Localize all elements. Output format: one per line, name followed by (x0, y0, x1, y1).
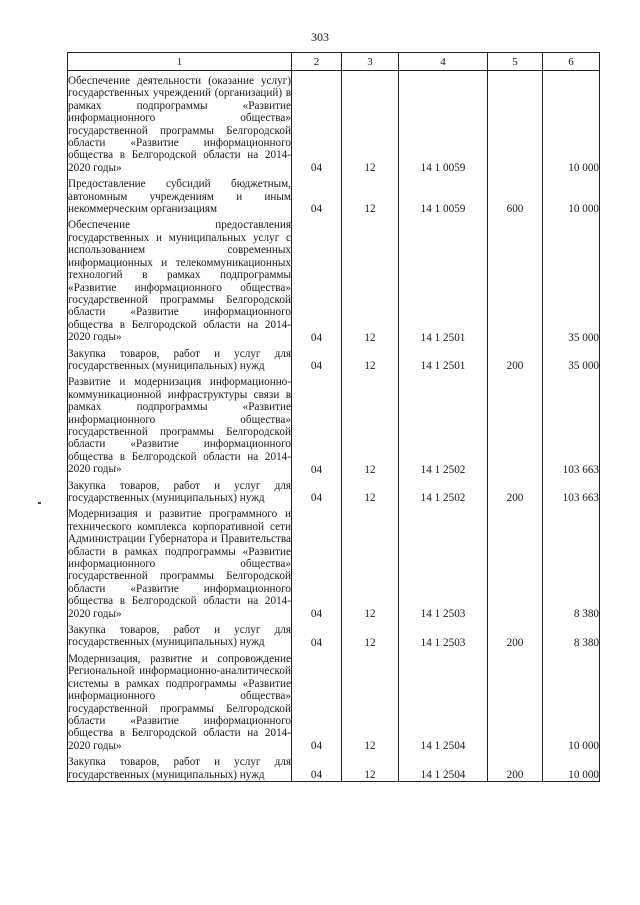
row-expense-type (488, 508, 543, 620)
table-header (68, 53, 600, 71)
row-section: 04 (292, 348, 342, 373)
row-subsection: 12 (342, 75, 399, 174)
table-row (68, 178, 600, 215)
row-section: 04 (292, 376, 342, 475)
row-section: 04 (292, 624, 342, 649)
table-row (68, 376, 600, 475)
header-row (68, 53, 600, 71)
header-col-5: 5 (488, 53, 543, 71)
row-subsection: 12 (342, 756, 399, 781)
row-section: 04 (292, 219, 342, 343)
page-number: 303 (311, 30, 329, 44)
row-subsection: 12 (342, 376, 399, 475)
header-col-1: 1 (68, 53, 292, 71)
row-target-article: 14 1 2504 (399, 756, 488, 781)
row-expense-type (488, 219, 543, 343)
row-subsection: 12 (342, 653, 399, 752)
header-col-4: 4 (399, 53, 488, 71)
table-row (68, 624, 600, 649)
row-section: 04 (292, 75, 342, 174)
row-description: Закупка товаров, работ и услуг для государственных (муниципальных) нужд (68, 347, 291, 372)
row-subsection: 12 (342, 480, 399, 505)
header-col-3: 3 (342, 53, 399, 71)
header-col-6: 6 (543, 53, 600, 71)
row-section: 04 (292, 653, 342, 752)
row-description: Предоставление субсидий бюджетным, автономным учреждениям и иным некоммерческим организациям (68, 178, 291, 216)
row-expense-type: 200 (488, 480, 543, 505)
table-row (68, 508, 600, 620)
row-amount: 10 000 (543, 756, 600, 781)
row-expense-type (488, 653, 543, 752)
row-description: Закупка товаров, работ и услуг для государственных (муниципальных) нужд (68, 479, 291, 504)
row-target-article: 14 1 2503 (399, 624, 488, 649)
row-section: 04 (292, 178, 342, 215)
row-target-article: 14 1 2502 (399, 480, 488, 505)
row-amount: 35 000 (543, 219, 600, 343)
table-row (68, 219, 600, 343)
row-section: 04 (292, 480, 342, 505)
table-row (68, 480, 600, 505)
row-subsection: 12 (342, 624, 399, 649)
row-amount: 8 380 (543, 508, 600, 620)
row-description: Обеспечение предоставления государственных и муниципальных услуг с использованием современных информационных и телекоммуникационных технологий в рамках подпрограммы «Развитие информационного общества» государственной программы Белгородской области «Развитие информационного общества в Белгородской области на 2014-2020 годы» (68, 219, 291, 344)
row-section: 04 (292, 756, 342, 781)
row-target-article: 14 1 2503 (399, 508, 488, 620)
row-expense-type (488, 75, 543, 174)
row-expense-type: 600 (488, 178, 543, 215)
row-amount: 10 000 (543, 75, 600, 174)
row-target-article: 14 1 0059 (399, 178, 488, 215)
table-row (68, 75, 600, 174)
header-col-2: 2 (292, 53, 342, 71)
row-target-article: 14 1 2504 (399, 653, 488, 752)
row-description: Обеспечение деятельности (оказание услуг) государственных учреждений (организаций) в рамках подпрограммы «Развитие информационного общества» государственной программы Белгородской области «Развитие информационного общества в Белгородской области на 2014-2020 годы» (68, 75, 291, 174)
row-amount: 10 000 (543, 653, 600, 752)
row-amount: 8 380 (543, 624, 600, 649)
row-expense-type: 200 (488, 348, 543, 373)
row-amount: 103 663 (543, 376, 600, 475)
row-description: Модернизация, развитие и сопровождение Региональной информационно-аналитической системы в рамках подпрограммы «Развитие информационного общества» государственной программы Белгородской области «Развитие информационного общества в Белгородской области на 2014-2020 годы» (68, 652, 291, 752)
table-body (68, 71, 600, 782)
row-target-article: 14 1 2501 (399, 219, 488, 343)
row-section: 04 (292, 508, 342, 620)
row-expense-type: 200 (488, 624, 543, 649)
row-expense-type (488, 376, 543, 475)
row-target-article: 14 1 0059 (399, 75, 488, 174)
row-description: Развитие и модернизация информационно-коммуникационной инфраструктуры связи в рамках подпрограммы «Развитие информационного общества» государственной программы Белгородской области «Развитие информационного общества в Белгородской области на 2014-2020 годы» (68, 376, 291, 476)
row-amount: 35 000 (543, 348, 600, 373)
row-target-article: 14 1 2502 (399, 376, 488, 475)
table-row (68, 348, 600, 373)
row-subsection: 12 (342, 348, 399, 373)
row-subsection: 12 (342, 508, 399, 620)
row-description: Закупка товаров, работ и услуг для государственных (муниципальных) нужд (68, 624, 291, 649)
row-expense-type: 200 (488, 756, 543, 781)
row-subsection: 12 (342, 219, 399, 343)
budget-table (67, 52, 600, 782)
row-amount: 103 663 (543, 480, 600, 505)
row-subsection: 12 (342, 178, 399, 215)
table-row (68, 653, 600, 752)
row-amount: 10 000 (543, 178, 600, 215)
table-row (68, 756, 600, 781)
scan-mark (38, 502, 41, 504)
row-target-article: 14 1 2501 (399, 348, 488, 373)
row-description: Модернизация и развитие программного и технического комплекса корпоративной сети Администрации Губернатора и Правительства области в рамках подпрограммы «Развитие информационного общества» государственной программы Белгородской области «Развитие информационного общества в Белгородской области на 2014-2020 годы» (68, 508, 291, 620)
row-description: Закупка товаров, работ и услуг для государственных (муниципальных) нужд (68, 756, 291, 781)
